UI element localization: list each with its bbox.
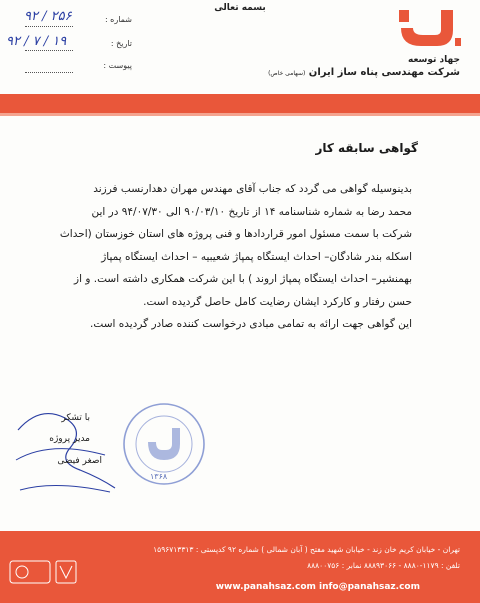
number-label: شماره : [104, 15, 132, 24]
letter-line: اسکله بندر شادگان– احداث ایستگاه پمپاژ شعیبیه – احداث ایستگاه پمپاژ [101, 250, 412, 263]
signature-thanks: با تشکر [61, 413, 90, 423]
letter-line: شرکت با سمت مسئول امور قراردادها و فنی پروژه های استان خوزستان (احداث [59, 228, 412, 240]
letter-line: بدینوسیله گواهی می گردد که جناب آقای مهندس مهران دهدارنسب فرزند [93, 183, 412, 195]
letter-body [46, 178, 412, 336]
company-logo [397, 8, 461, 48]
footer-phones: تلفن : ۱۱۷۹-۸۸۸۰ - ۸۸۸۹۳۰۶۶ نمابر : ۸۸۸۰۰۷۵۶ [307, 561, 460, 570]
date-line [25, 50, 73, 51]
letter-title: گواهی سابقه کار [315, 141, 418, 155]
signature-name: اصغر فیضی [57, 456, 102, 466]
number-value: ۹۲ / ۲۵۶ [24, 9, 72, 24]
attachment-line [25, 72, 73, 73]
number-line [25, 26, 73, 27]
letter-line: حسن رفتار و کارکرد ایشان رضایت کامل حاصل گردیده است. [143, 295, 412, 308]
date-label: تاریخ : [110, 39, 132, 48]
attachment-label: پیوست : [103, 61, 132, 70]
basmala: بسمه تعالی [214, 3, 266, 13]
company-type: (سهامی خاص) [268, 70, 306, 77]
company-name-text: شرکت مهندسی پناه ساز ایران [308, 67, 460, 78]
header-band [0, 94, 480, 113]
footer-address: تهران - خیابان کریم خان زند - خیابان شهید مفتح ( آبان شمالی ) شماره ۹۲ کدپستی : ۱۵۹۶۷۱۳۳۱۳ [153, 545, 460, 554]
signature-role: مدیر پروژه [49, 434, 90, 444]
date-value: ۹۲ / ۷ / ۱۹ [6, 34, 67, 49]
company-name [268, 67, 460, 78]
letter-line: محمد رضا به شماره شناسنامه ۱۴ از تاریخ ۹۰/۰۳/۱۰ الی ۹۴/۰۷/۳۰ در این [91, 205, 412, 218]
company-prefix: جهاد توسعه [408, 55, 460, 65]
letter-line: بهمنشیر– احداث ایستگاه پمپاژ اروند ) با این شرکت همکاری داشته است. و از [74, 273, 412, 285]
header-band-strip [0, 113, 480, 116]
footer-website[interactable]: www.panahsaz.com info@panahsaz.com [215, 582, 420, 592]
stamp-year: ۱۳۶۸ [150, 472, 168, 481]
letter-line: این گواهی جهت ارائه به تمامی مبادی درخواست کننده صادر گردیده است. [90, 318, 412, 330]
